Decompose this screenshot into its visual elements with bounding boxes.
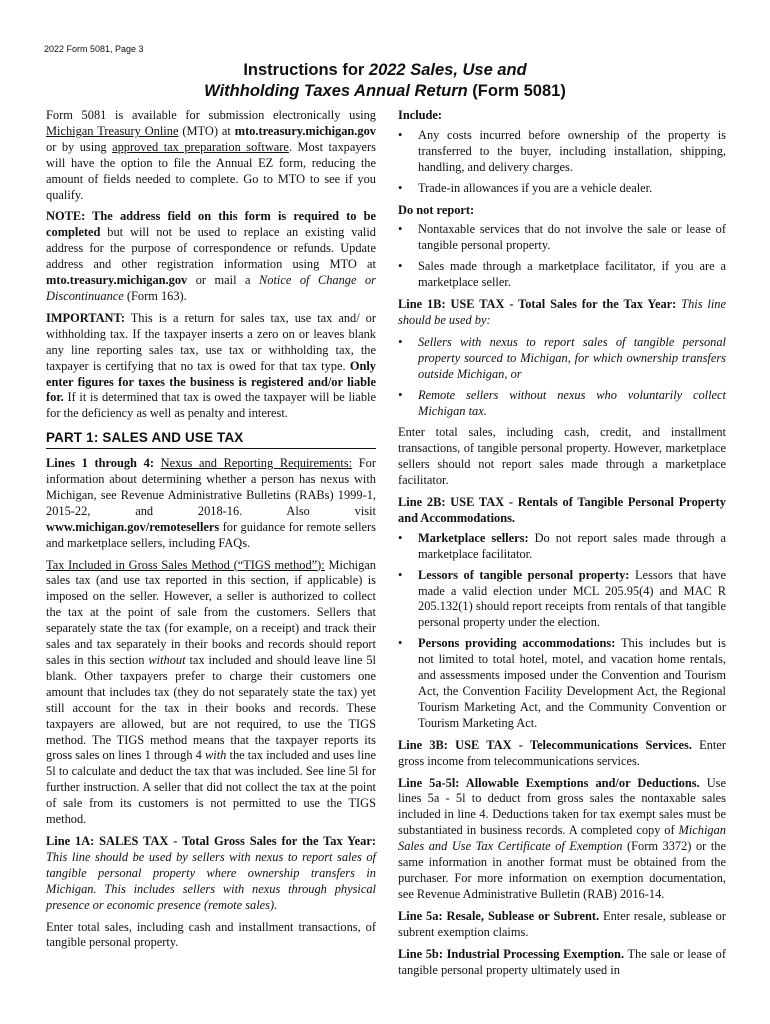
mto-url[interactable]: mto.treasury.michigan.gov [234, 123, 376, 138]
line-3b-paragraph: Line 3B: USE TAX - Telecommunications Services. Enter gross income from telecommunications services. [398, 737, 726, 768]
right-column [398, 108, 726, 984]
list-item: • Remote sellers without nexus who voluntarily collect Michigan tax. [398, 387, 726, 418]
include-heading: Include: [398, 108, 443, 122]
note-paragraph: NOTE: The address field on this form is required to be completed but will not be used to replace an existing valid address for the purpose of correspondence or refunds. Update address and other registration information using MTO at mto.treasury.michigan.gov or mail a Notice of Change or Discontinuance (Form 163). [46, 209, 377, 303]
tigs-paragraph: Tax Included in Gross Sales Method (“TIGS method”): Michigan sales tax (and use tax reported in this section, if applicable) is imposed on the seller. However, a seller is authorized to collect the tax at the point of sale from the customers. Sellers that separately state the tax (for example, on a receipt) and track their sales and tax separately in their books and records should report sales in this section without tax included and should leave line 5l blank. Other taxpayers prefer to charge their customers one amount that includes tax (they do not separately state the tax) yet still account for the tax in their books and records. These taxpayers are allowed, but are not required, to use the TIGS method. The TIGS method means that the taxpayer reports its gross sales on lines 1 through 4 with the tax included and uses line 5l to calculate and deduct the tax that was included. See line 5l for further instruction. A seller that did not collect the tax at the point of sale from its customers is not permitted to use the TIGS method. [46, 557, 377, 827]
part-1-heading: PART 1: SALES AND USE TAX [46, 428, 376, 449]
line-1a-enter-paragraph: Enter total sales, including cash and installment transactions, of tangible personal property. [46, 919, 376, 950]
do-not-report-heading: Do not report: [398, 202, 475, 217]
list-item: • Sales made through a marketplace facilitator, if you are a marketplace seller. [398, 259, 726, 290]
include-list [398, 128, 726, 197]
line-1b-heading: Line 1B: USE TAX - Total Sales for the Tax Year: This line should be used by: [398, 297, 726, 327]
do-not-report-list [398, 222, 726, 291]
list-item: • Lessors of tangible personal property: Lessors that have made a valid election under MCL 205.95(4) and MAC R 205.132(1) should report receipts from rentals of that tangible personal property under the election. [398, 567, 726, 630]
list-item: • Persons providing accommodations: This includes but is not limited to total hotel, motel, and vacation home rentals, and assessments imposed under the Convention and Tourism Act, the Convention Facility Development Act, the Regional Tourism Marketing Act, and the Community Convention or Tourism Marketing Act. [398, 636, 726, 730]
mto-link[interactable]: Michigan Treasury Online [46, 123, 179, 138]
left-column [46, 108, 376, 957]
line-1b-enter-paragraph: Enter total sales, including cash, credit, and installment transactions, of tangible personal property. However, marketplace sellers should not report sales made through a marketplace facilitator. [398, 425, 726, 488]
line-1a-paragraph: Line 1A: SALES TAX - Total Gross Sales for the Tax Year: This line should be used by sellers with nexus to report sales of tangible personal property where ownership transfers in Michigan. This includes sellers with nexus through physical presence or economic presence (remote sales). [46, 833, 376, 912]
tax-software-link[interactable]: approved tax preparation software [112, 139, 289, 154]
list-item: • Any costs incurred before ownership of the property is transferred to the buyer, including installation, shipping, handling, and delivery charges. [398, 127, 726, 174]
remote-sellers-url[interactable]: www.michigan.gov/remotesellers [46, 519, 220, 534]
line-5a-paragraph: Line 5a: Resale, Sublease or Subrent. Enter resale, sublease or subrent exemption claims. [398, 908, 726, 939]
lines-1-4-paragraph: Lines 1 through 4: Nexus and Reporting Requirements: For information about determining whether a person has nexus with Michigan, see Revenue Administrative Bulletins (RABs) 1999-1, 2015-22, and 2018-16. Also visit www.michigan.gov/remotesellers for guidance for remote sellers and marketplace sellers, including FAQs. [46, 456, 376, 550]
line-5b-paragraph: Line 5b: Industrial Processing Exemption. The sale or lease of tangible personal property ultimately used in [398, 946, 726, 977]
line-2b-heading: Line 2B: USE TAX - Rentals of Tangible Personal Property and Accommodations. [398, 495, 726, 525]
page-header: 2022 Form 5081, Page 3 [44, 44, 144, 54]
line-1b-list [398, 335, 726, 420]
mto-url-2[interactable]: mto.treasury.michigan.gov [46, 273, 188, 288]
line-2b-list [398, 531, 726, 732]
important-paragraph: IMPORTANT: This is a return for sales tax, use tax and/ or withholding tax. If the taxpayer inserts a zero on or leaves blank any line reporting sales tax, use tax or withholding tax, the taxpayer is certifying that no tax is owed for that tax type. Only enter figures for taxes the business is registered and/or liable for. If it is determined that tax is owed the taxpayer will be liable for the deficiency as well as penalty and interest. [46, 310, 376, 421]
list-item: • Trade-in allowances if you are a vehicle dealer. [398, 180, 653, 195]
page-title: Instructions for 2022 Sales, Use and Withholding Taxes Annual Return (Form 5081) [204, 61, 566, 100]
line-5a-5l-paragraph: Line 5a-5l: Allowable Exemptions and/or Deductions. Use lines 5a - 5l to deduct from gross sales the nontaxable sales included in line 4. Deductions taken for tax exempt sales must be substantiated in business records. A completed copy of Michigan Sales and Use Tax Certificate of Exemption (Form 3372) or the same information in another format must be obtained from the purchaser. For more information on exemption documentation, see Revenue Administrative Bulletin (RAB) 2016-14. [398, 775, 726, 901]
list-item: • Nontaxable services that do not involve the sale or lease of tangible personal property. [398, 222, 726, 253]
list-item: • Sellers with nexus to report sales of tangible personal property sourced to Michigan, for which ownership transfers outside Michigan, or [398, 334, 726, 381]
intro-paragraph: Form 5081 is available for submission electronically using Michigan Treasury Online (MTO) at mto.treasury.michigan.gov or by using approved tax preparation software. Most taxpayers will have the option to file the Annual EZ form, reducing the amount of fields needed to complete. Go to MTO to see if you qualify. [46, 108, 377, 202]
list-item: • Marketplace sellers: Do not report sales made through a marketplace facilitator. [398, 530, 726, 561]
